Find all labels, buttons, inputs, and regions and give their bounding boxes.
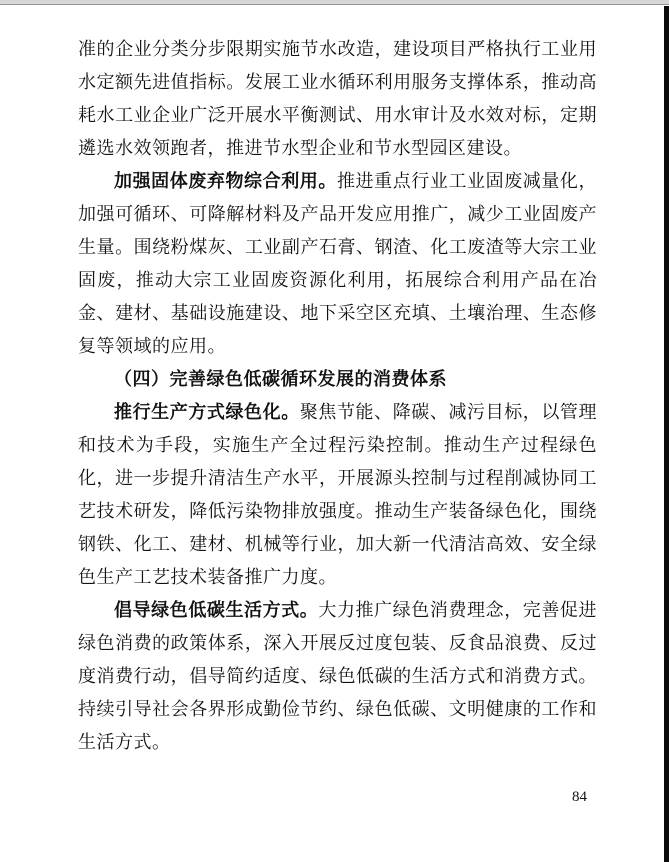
paragraph-lead: 加强固体废弃物综合利用。	[114, 171, 337, 191]
paragraph-lead: 倡导绿色低碳生活方式。	[114, 600, 319, 620]
paragraph	[78, 396, 597, 594]
paragraph-text: 推进重点行业工业固废减量化，加强可循环、可降解材料及产品开发应用推广，减少工业固废产生量。围绕粉煤灰、工业副产石膏、钢渣、化工废渣等大宗工业固废，推动大宗工业固废资源化利用，拓展综合利用产品在冶金、建材、基础设施建设、地下采空区充填、土壤治理、生态修复等领域的应用。	[78, 171, 598, 356]
paragraph-text: 准的企业分类分步限期实施节水改造，建设项目严格执行工业用水定额先进值指标。发展工业水循环利用服务支撑体系，推动高耗水工业企业广泛开展水平衡测试、用水审计及水效对标，定期遴选水效领跑者，推进节水型企业和节水型园区建设。	[78, 39, 597, 158]
paragraph	[78, 594, 597, 759]
scan-artifact-right-edge	[664, 6, 669, 862]
paragraph	[78, 165, 597, 363]
paragraph-text: 大力推广绿色消费理念，完善促进绿色消费的政策体系，深入开展反过度包装、反食品浪费、反过度消费行动，倡导简约适度、绿色低碳的生活方式和消费方式。持续引导社会各界形成勤俭节约、绿色低碳、文明健康的工作和生活方式。	[78, 600, 598, 752]
document-page	[78, 33, 597, 759]
paragraph-text: 聚焦节能、降碳、减污目标，以管理和技术为手段，实施生产全过程污染控制。推动生产过程绿色化，进一步提升清洁生产水平，开展源头控制与过程削减协同工艺技术研发，降低污染物排放强度。推动生产装备绿色化，围绕钢铁、化工、建材、机械等行业，加大新一代清洁高效、安全绿色生产工艺技术装备推广力度。	[78, 402, 598, 587]
page-number: 84	[572, 789, 587, 805]
paragraph-lead: 推行生产方式绿色化。	[114, 402, 300, 422]
scan-artifact-top-band	[0, 0, 669, 5]
section-heading: （四）完善绿色低碳循环发展的消费体系	[114, 369, 447, 389]
paragraph	[78, 33, 597, 165]
